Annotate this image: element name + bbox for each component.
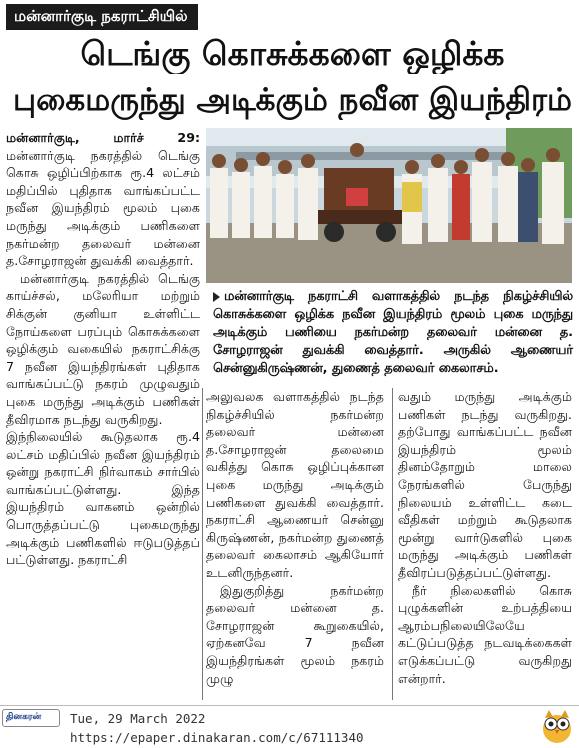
footer-divider <box>0 705 579 706</box>
dateline: மன்னார்குடி, மார்ச் 29: <box>6 130 200 145</box>
dinakaran-logo: தினகரன் <box>2 709 60 727</box>
paragraph-3: இந்நிலையில் கூடுதலாக ரூ.4 லட்சம் மதிப்பில் நவீன இயந்திரம் ஒன்று நகராட்சி நிர்வாகம் சார்பில் வாங்கப்பட்டுள்ளது. இந்த இயந்திரம் வாகனம் ஒன்றில் பொருத்தப்பட்டு புகைமருந்து அடிக்கும் பணிகளில் ஈடுபடுத்தப் பட்டுள்ளது. நகராட்சி <box>6 429 200 568</box>
paragraph-5: இதுகுறித்து நகர்மன்ற தலைவர் மன்னை த. சோழராஜன் கூறுகையில், ஏற்கனவே 7 நவீன இயந்திரங்கள் மூலம் நகரம் முழு <box>206 582 384 686</box>
owl-mascot-icon <box>540 708 574 744</box>
section-kicker: மன்னார்குடி நகராட்சியில் <box>6 4 198 30</box>
column-divider <box>392 388 393 700</box>
photo-illustration <box>206 128 572 283</box>
epaper-stamp <box>70 709 364 747</box>
news-photo <box>206 128 572 283</box>
paragraph-1: மன்னார்குடி நகரத்தில் டெங்கு கொசு ஒழிப்பிற்காக ரூ.4 லட்சம் மதிப்பில் புதிதாக வாங்கப்பட்ட நவீன இயந்திரம் மூலம் புகை மருந்து அடிக்கும் பணிகளை நகர்மன்ற தலைவர் மன்னை த.சோழராஜன் துவக்கி வைத்தார். <box>6 147 200 269</box>
article-column-3 <box>398 388 572 687</box>
caption-text: மன்னார்குடி நகராட்சி வளாகத்தில் நடந்த நிகழ்ச்சியில் கொசுக்களை ஒழிக்க நவீன இயந்திரம் மூலம் புகை மருந்து அடிக்கும் பணியை நகர்மன்ற தலைவர் மன்னை த. சோழராஜன் துவக்கி வைத்தார். அருகில் ஆணையர் சென்னுகிருஷ்ணன், துணைத் தலைவர் கைலாசம். <box>213 289 573 376</box>
article-column-1 <box>6 129 200 569</box>
column-divider <box>202 388 203 700</box>
article-column-2 <box>206 388 384 687</box>
caption-marker-icon <box>213 292 220 302</box>
headline-line-1: டெங்கு கொசுக்களை ஒழிக்க <box>80 34 505 73</box>
paragraph-4: அலுவலக வளாகத்தில் நடந்த நிகழ்ச்சியில் நகர்மன்ற தலைவர் மன்னை த.சோழராஜன் தலைமை வகித்து கொசு ஒழிப்புக்கான புகை மருந்து அடிக்கும் பணிகளை துவக்கி வைத்தார். நகராட்சி ஆணையர் சென்னு கிருஷ்ணன், நகர்மன்ற துணைத் தலைவர் கைலாசம் ஆகியோர் உடனிருந்தனர். <box>206 389 384 580</box>
publish-date: Tue, 29 March 2022 <box>70 711 206 726</box>
dateline-paragraph <box>6 129 200 270</box>
epaper-url[interactable]: https://epaper.dinakaran.com/c/67111340 <box>70 730 364 745</box>
paragraph-6: வதும் மருந்து அடிக்கும் பணிகள் நடந்து வருகிறது. தற்போது வாங்கப்பட்ட நவீன இயந்திரம் மூலம் தினம்தோறும் மாலை நேரங்களில் பேருந்து நிலையம் உள்ளிட்ட கடை வீதிகள் மற்றும் கூடுதலாக மூன்று வார்டுகளில் புகை மருந்து அடிக்கும் பணிகள் தீவிரப்படுத்தப்பட்டுள்ளது. <box>398 389 572 580</box>
photo-caption <box>213 288 573 378</box>
paragraph-7: நீர் நிலைகளில் கொசு புழுக்களின் உற்பத்தியை ஆரம்பநிலையிலேயே கட்டுப்படுத்த நடவடிக்கைகள் எடுக்கப்பட்டு வருகிறது என்றார். <box>398 582 572 686</box>
paragraph-2: மன்னார்குடி நகரத்தில் டெங்கு காய்ச்சல், மலேரியா மற்றும் சிக்குன் குனியா உள்ளிட்ட நோய்களை பரப்பும் கொசுக்களை ஒழிக்கும் வகையில் நகராட்சிக்கு 7 நவீன இயந்திரங்கள் புதிதாக வாங்கப்பட்டு நகரம் முழுவதும் புகை மருந்து அடிக்கும் பணிகள் தீவிரமாக நடந்து வருகிறது. <box>6 270 200 427</box>
headline-line-2: புகைமருந்து அடிக்கும் நவீன இயந்திரம் <box>13 82 572 118</box>
